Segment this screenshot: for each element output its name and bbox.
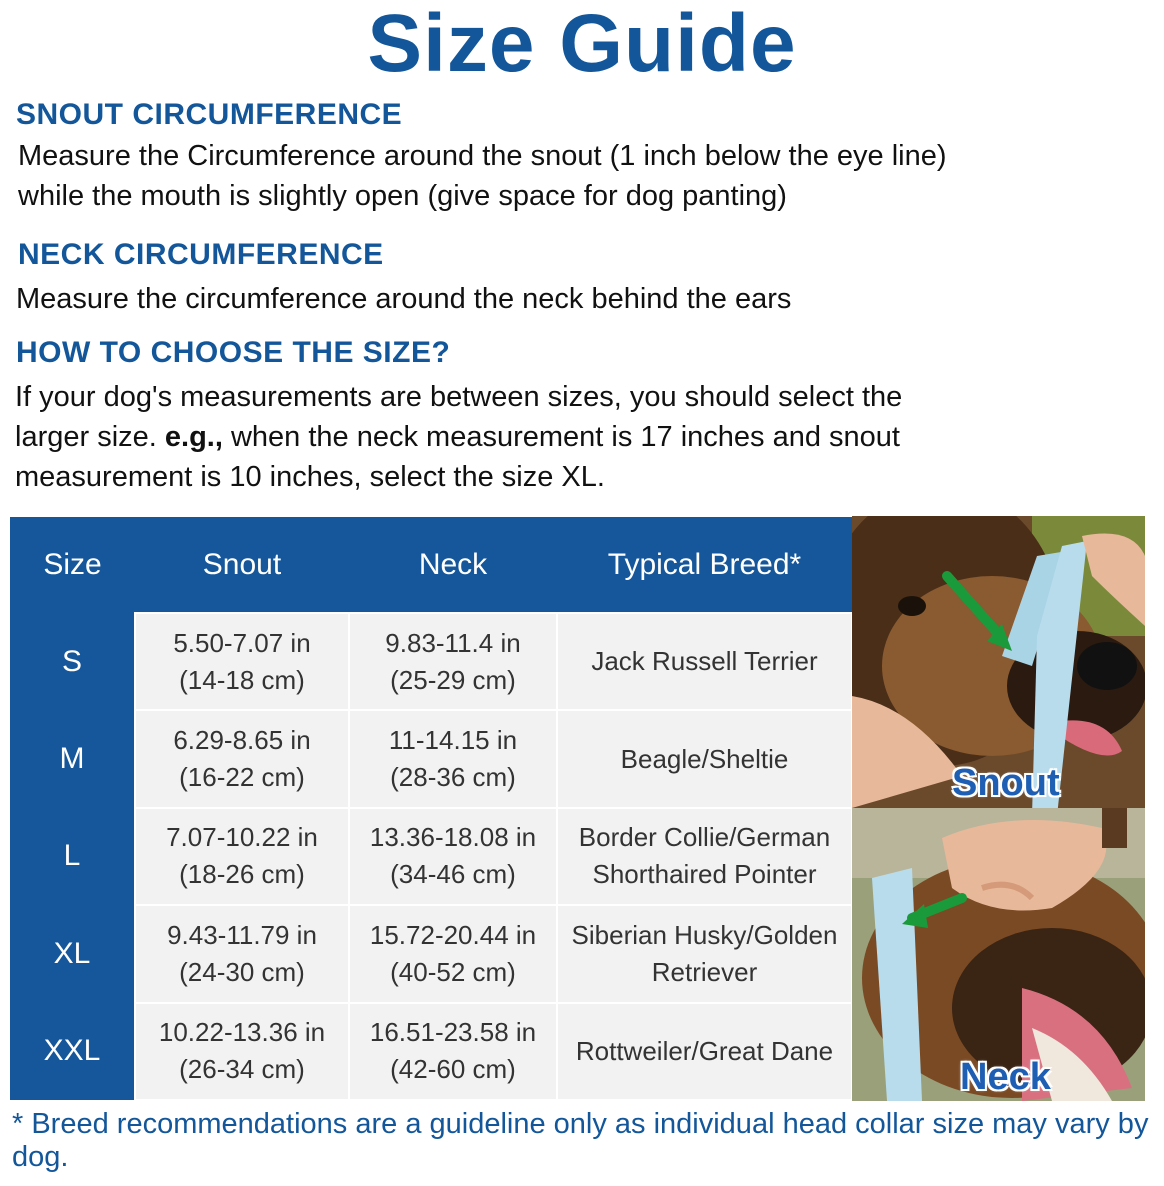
snout-line-1: Measure the Circumference around the snout (1 inch below the eye line) <box>18 140 947 172</box>
header-neck: Neck <box>349 517 557 613</box>
header-size: Size <box>10 517 135 613</box>
page-title: Size Guide <box>367 0 797 89</box>
snout-range: 5.50-7.07 in (14-18 cm) <box>135 613 349 710</box>
example-label: e.g., <box>164 421 223 453</box>
table-header-row <box>10 517 852 613</box>
size-label: XXL <box>10 1003 135 1100</box>
choose-line-2: larger size. e.g., when the neck measurement is 17 inches and snout <box>15 421 900 453</box>
size-label: L <box>10 808 135 905</box>
table-row <box>10 808 852 905</box>
table-row <box>10 1003 852 1100</box>
snout-description <box>18 136 947 216</box>
typical-breed: Siberian Husky/Golden Retriever <box>557 905 852 1002</box>
snout-range: 7.07-10.22 in (18-26 cm) <box>135 808 349 905</box>
neck-caption: Neck <box>960 1056 1051 1098</box>
neck-range: 13.36-18.08 in (34-46 cm) <box>349 808 557 905</box>
footnote: * Breed recommendations are a guideline only as individual head collar size may vary by dog. <box>12 1108 1149 1173</box>
header-snout: Snout <box>135 517 349 613</box>
table-row <box>10 613 852 710</box>
neck-range: 15.72-20.44 in (40-52 cm) <box>349 905 557 1002</box>
neck-range: 11-14.15 in (28-36 cm) <box>349 710 557 807</box>
size-table <box>10 517 853 1101</box>
snout-range: 6.29-8.65 in (16-22 cm) <box>135 710 349 807</box>
choose-heading: HOW TO CHOOSE THE SIZE? <box>16 336 451 369</box>
size-label: XL <box>10 905 135 1002</box>
neck-description: Measure the circumference around the neck behind the ears <box>16 283 792 315</box>
typical-breed: Jack Russell Terrier <box>557 613 852 710</box>
header-breed: Typical Breed* <box>557 517 852 613</box>
snout-heading: SNOUT CIRCUMFERENCE <box>16 98 403 131</box>
neck-photo <box>852 808 1145 1101</box>
typical-breed: Beagle/Sheltie <box>557 710 852 807</box>
neck-heading: NECK CIRCUMFERENCE <box>18 238 384 271</box>
typical-breed: Border Collie/German Shorthaired Pointer <box>557 808 852 905</box>
snout-photo <box>852 516 1145 808</box>
snout-line-2: while the mouth is slightly open (give space for dog panting) <box>18 180 787 212</box>
choose-line-1: If your dog's measurements are between sizes, you should select the <box>15 381 903 413</box>
choose-line-3: measurement is 10 inches, select the size XL. <box>15 461 605 493</box>
size-label: S <box>10 613 135 710</box>
snout-caption: Snout <box>952 762 1060 804</box>
neck-range: 16.51-23.58 in (42-60 cm) <box>349 1003 557 1100</box>
snout-range: 10.22-13.36 in (26-34 cm) <box>135 1003 349 1100</box>
size-label: M <box>10 710 135 807</box>
neck-range: 9.83-11.4 in (25-29 cm) <box>349 613 557 710</box>
table-row <box>10 905 852 1002</box>
typical-breed: Rottweiler/Great Dane <box>557 1003 852 1100</box>
snout-range: 9.43-11.79 in (24-30 cm) <box>135 905 349 1002</box>
table-row <box>10 710 852 807</box>
choose-description <box>15 377 902 497</box>
